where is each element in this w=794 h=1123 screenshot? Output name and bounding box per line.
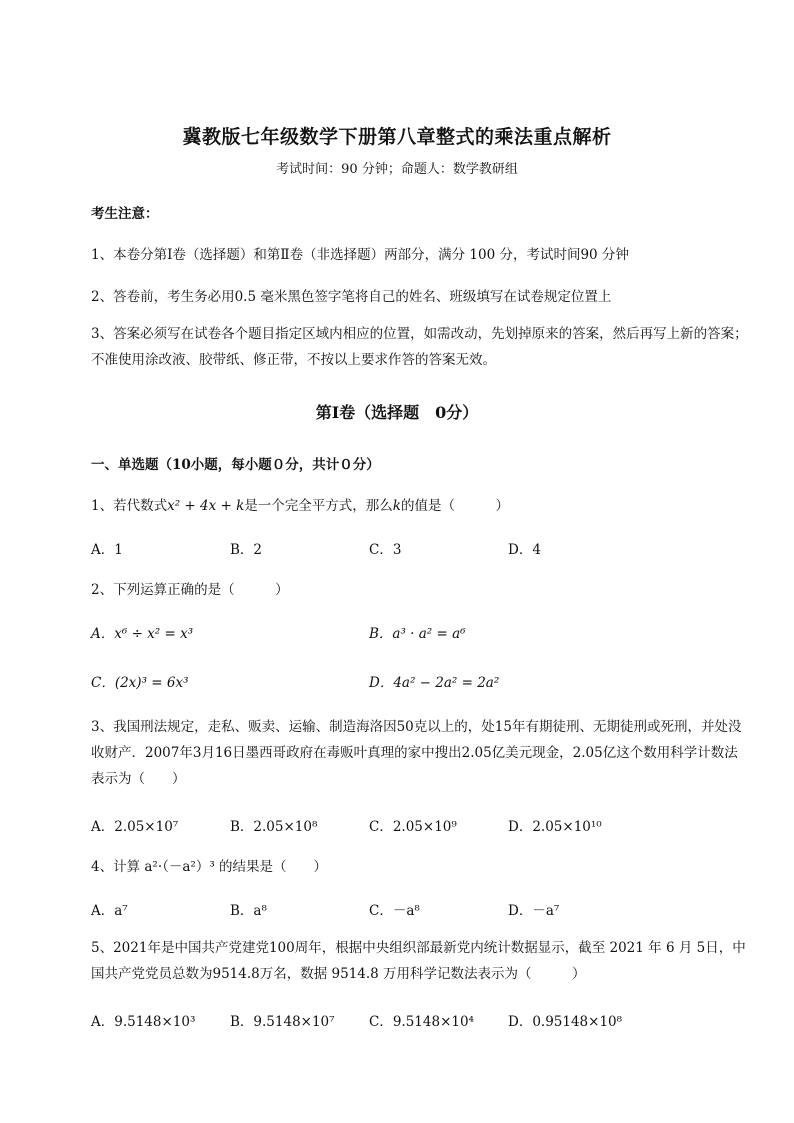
q4-option-a[interactable]: A．a⁷: [91, 903, 128, 919]
part-heading: 一、单选题（10小题，每小题０分，共计０分）: [91, 457, 380, 473]
exam-meta: 考试时间：90 分钟；命题人：数学教研组: [276, 162, 518, 177]
q4-option-c[interactable]: C．－a⁸: [369, 903, 420, 919]
q3-option-d[interactable]: D．2.05×10¹⁰: [508, 819, 602, 835]
question-1-middle: 是一个完全平方式，那么: [244, 498, 393, 514]
question-4: 4、计算 a²·（－a²）³ 的结果是（ ）: [91, 859, 328, 875]
question-5: 5、2021年是中国共产党建党100周年，根据中央组织部最新党内统计数据显示，截至 2021 年 6 月 5日，中国共产党党员总数为9514.8万名，数据 9514.8 万用科学记数法表示为（ ）: [91, 940, 746, 982]
q3-option-a[interactable]: A．2.05×10⁷: [91, 819, 179, 835]
notice-heading: 考生注意：: [91, 206, 159, 222]
page-title: 冀教版七年级数学下册第八章整式的乘法重点解析: [182, 126, 612, 148]
q3-option-c[interactable]: C．2.05×10⁹: [369, 819, 457, 835]
q4-option-b[interactable]: B．a⁸: [230, 903, 267, 919]
q5-option-d[interactable]: D．0.95148×10⁸: [508, 1014, 623, 1030]
question-1-prefix: 1、若代数式: [91, 498, 168, 514]
q3-option-b[interactable]: B．2.05×10⁸: [230, 819, 318, 835]
notice-item-3: 3、答案必须写在试卷各个题目指定区域内相应的位置，如需改动，先划掉原来的答案，然后再写上新的答案；不准使用涂改液、胶带纸、修正带，不按以上要求作答的答案无效。: [91, 326, 748, 368]
question-1-variable: k: [392, 498, 401, 514]
q1-option-d[interactable]: D．4: [508, 542, 541, 558]
question-2: 2、下列运算正确的是（ ）: [91, 582, 289, 598]
q2-option-a[interactable]: A．x⁶ ÷ x² = x³: [91, 626, 194, 642]
q1-option-c[interactable]: C．3: [369, 542, 402, 558]
q5-option-a[interactable]: A．9.5148×10³: [91, 1014, 196, 1030]
q1-option-b[interactable]: B．2: [230, 542, 263, 558]
question-1: [91, 494, 509, 514]
q4-option-d[interactable]: D．－a⁷: [508, 903, 560, 919]
section-title: 第Ⅰ卷（选择题 0分）: [315, 403, 479, 422]
q5-option-c[interactable]: C．9.5148×10⁴: [369, 1014, 474, 1030]
question-3: 3、我国刑法规定，走私、贩卖、运输、制造海洛因50克以上的，处15年有期徒刑、无期徒刑或死刑，并处没收财产．2007年3月16日墨西哥政府在毒贩叶真理的家中搜出2.05亿美元现金，2.05亿这个数用科学计数法表示为（ ）: [91, 719, 742, 787]
question-1-suffix: 的值是（ ）: [400, 498, 509, 514]
notice-item-2: 2、答卷前，考生务必用0.5 毫米黑色签字笔将自己的姓名、班级填写在试卷规定位置上: [91, 289, 612, 305]
q2-option-c[interactable]: C．(2x)³ = 6x³: [91, 675, 189, 691]
q2-option-d[interactable]: D．4a² − 2a² = 2a²: [369, 675, 500, 691]
notice-item-1: 1、本卷分第Ⅰ卷（选择题）和第Ⅱ卷（非选择题）两部分，满分 100 分，考试时间90 分钟: [91, 247, 629, 263]
question-1-expression: x² + 4x + k: [167, 498, 245, 514]
q1-option-a[interactable]: A．1: [91, 542, 123, 558]
q5-option-b[interactable]: B．9.5148×10⁷: [230, 1014, 335, 1030]
q2-option-b[interactable]: B．a³ · a² = a⁶: [369, 626, 466, 642]
